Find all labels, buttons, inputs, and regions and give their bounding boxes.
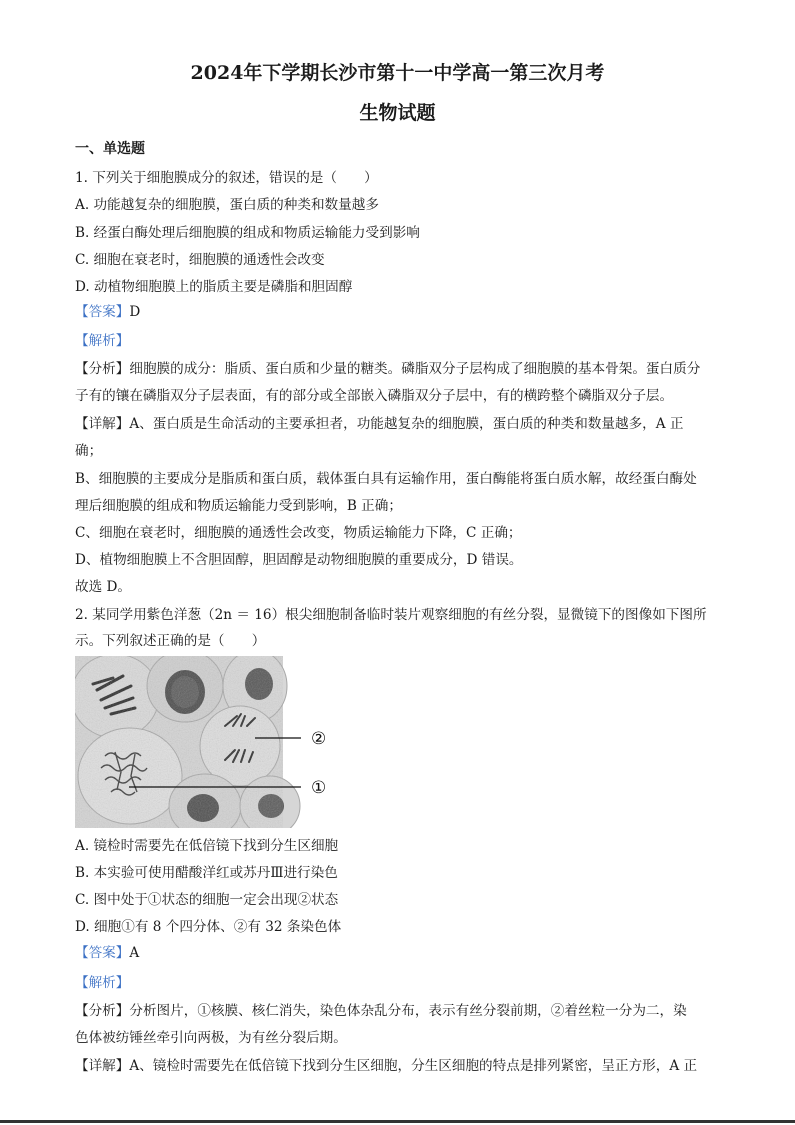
q1-fenxi-2: 子有的镶在磷脂双分子层表面，有的部分或全部嵌入磷脂双分子层中，有的横跨整个磷脂双分子层。 (75, 388, 674, 404)
micrograph-figure (75, 656, 333, 828)
q1-detail-b2: 理后细胞膜的组成和物质运输能力受到影响，B 正确； (75, 498, 402, 514)
detail-tag: 【详解】 (75, 1058, 130, 1074)
fenxi-text: 分析图片，①核膜、核仁消失，染色体杂乱分布，表示有丝分裂前期，②着丝粒一分为二，染 (129, 1003, 687, 1019)
answer-value: A (129, 945, 140, 961)
q2-option-c: C. 图中处于①状态的细胞一定会出现②状态 (75, 892, 339, 908)
label-1: ① (311, 778, 327, 798)
answer-tag: 【答案】 (75, 945, 130, 961)
q1-analysis-tag: 【解析】 (75, 333, 130, 349)
fenxi-text: 细胞膜的成分：脂质、蛋白质和少量的糖类。磷脂双分子层构成了细胞膜的基本骨架。蛋白质分 (129, 361, 701, 377)
q2-fenxi-1 (75, 1002, 687, 1020)
q1-detail-a1 (75, 415, 683, 433)
q1-option-b: B. 经蛋白酶处理后细胞膜的组成和物质运输能力受到影响 (75, 225, 420, 241)
q2-answer (75, 944, 139, 962)
detail-text: A、镜检时需要先在低倍镜下找到分生区细胞，分生区细胞的特点是排列紧密，呈正方形，A 正 (129, 1058, 698, 1074)
fenxi-tag: 【分析】 (75, 361, 130, 377)
q1-detail-c: C、细胞在衰老时，细胞膜的通透性会改变，物质运输能力下降，C 正确； (75, 525, 522, 541)
q2-stem-1: 2. 某同学用紫色洋葱（2n ＝ 16）根尖细胞制备临时装片观察细胞的有丝分裂，显微镜下的图像如下图所 (75, 607, 707, 623)
answer-tag: 【答案】 (75, 304, 130, 320)
detail-tag: 【详解】 (75, 416, 130, 432)
q1-conclusion: 故选 D。 (75, 579, 132, 595)
page-subtitle: 生物试题 (359, 102, 436, 124)
page-bottom-border (0, 1120, 795, 1123)
q1-fenxi-1 (75, 360, 700, 378)
q2-option-b: B. 本实验可使用醋酸洋红或苏丹Ⅲ进行染色 (75, 865, 338, 881)
q2-detail-a1 (75, 1057, 697, 1075)
q2-analysis-tag: 【解析】 (75, 975, 130, 991)
q1-detail-a2: 确； (75, 443, 103, 459)
q1-option-d: D. 动植物细胞膜上的脂质主要是磷脂和胆固醇 (75, 279, 353, 295)
q2-stem-2: 示。下列叙述正确的是（ ） (75, 633, 266, 649)
section-heading: 一、单选题 (75, 141, 145, 157)
answer-value: D (129, 304, 141, 320)
q1-stem: 1. 下列关于细胞膜成分的叙述，错误的是（ ） (75, 170, 378, 186)
q2-option-d: D. 细胞①有 8 个四分体、②有 32 条染色体 (75, 919, 342, 935)
q1-option-c: C. 细胞在衰老时，细胞膜的通透性会改变 (75, 252, 325, 268)
q1-detail-b1: B、细胞膜的主要成分是脂质和蛋白质，载体蛋白具有运输作用，蛋白酶能将蛋白质水解，故经蛋白酶处 (75, 471, 697, 487)
q2-option-a: A. 镜检时需要先在低倍镜下找到分生区细胞 (75, 838, 339, 854)
q1-answer (75, 303, 140, 321)
detail-text: A、蛋白质是生命活动的主要承担者，功能越复杂的细胞膜，蛋白质的种类和数量越多，A 正 (129, 416, 684, 432)
q2-fenxi-2: 色体被纺锤丝牵引向两极，为有丝分裂后期。 (75, 1030, 347, 1046)
q1-option-a: A. 功能越复杂的细胞膜，蛋白质的种类和数量越多 (75, 197, 379, 213)
grain-overlay (75, 656, 283, 828)
q1-detail-d: D、植物细胞膜上不含胆固醇，胆固醇是动物细胞膜的重要成分，D 错误。 (75, 552, 523, 568)
label-2: ② (311, 729, 327, 749)
page-title: 2024年下学期长沙市第十一中学高一第三次月考 (190, 62, 605, 84)
fenxi-tag: 【分析】 (75, 1003, 130, 1019)
